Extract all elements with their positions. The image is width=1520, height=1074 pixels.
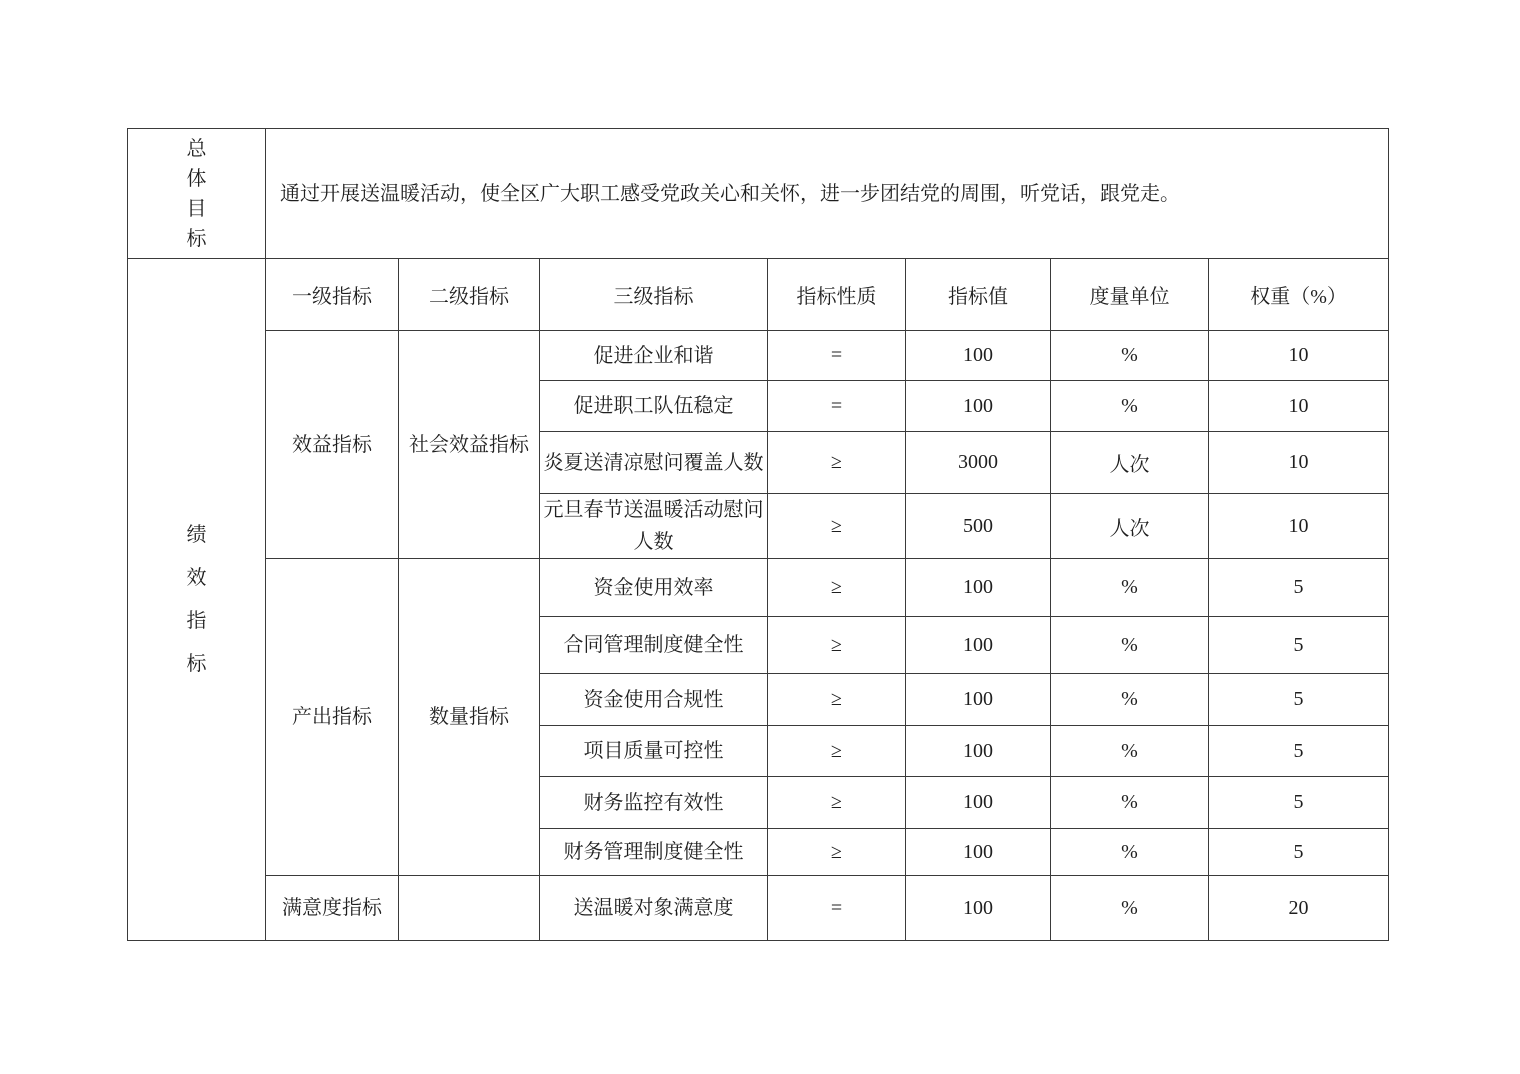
performance-label: 绩效指标 bbox=[186, 523, 207, 675]
weight-cell: 5 bbox=[1209, 674, 1389, 726]
value-cell: 100 bbox=[906, 829, 1051, 876]
weight-cell: 10 bbox=[1209, 494, 1389, 559]
weight-cell: 10 bbox=[1209, 331, 1389, 381]
nature-cell: ≥ bbox=[768, 829, 906, 876]
nature-cell: ≥ bbox=[768, 617, 906, 674]
nature-cell: ≥ bbox=[768, 726, 906, 777]
overall-goal-label-cell bbox=[128, 129, 266, 259]
level2-indicator-cell: 数量指标 bbox=[399, 559, 540, 876]
unit-cell: 人次 bbox=[1051, 432, 1209, 494]
weight-cell: 5 bbox=[1209, 829, 1389, 876]
level1-indicator-cell: 产出指标 bbox=[266, 559, 399, 876]
level3-indicator-cell: 元旦春节送温暖活动慰问人数 bbox=[540, 494, 768, 559]
value-cell: 100 bbox=[906, 381, 1051, 432]
value-cell: 100 bbox=[906, 331, 1051, 381]
level3-indicator-cell: 促进职工队伍稳定 bbox=[540, 381, 768, 432]
value-cell: 100 bbox=[906, 777, 1051, 829]
nature-cell: ≥ bbox=[768, 674, 906, 726]
unit-cell: 人次 bbox=[1051, 494, 1209, 559]
level3-indicator-cell: 资金使用合规性 bbox=[540, 674, 768, 726]
value-cell: 500 bbox=[906, 494, 1051, 559]
unit-cell: % bbox=[1051, 381, 1209, 432]
performance-indicator-table bbox=[127, 128, 1389, 941]
overall-goal-row bbox=[128, 129, 1389, 259]
nature-cell: = bbox=[768, 381, 906, 432]
overall-goal-label: 总体目标 bbox=[186, 137, 207, 250]
header-weight: 权重（%） bbox=[1209, 259, 1389, 331]
unit-cell: % bbox=[1051, 726, 1209, 777]
indicator-row bbox=[128, 559, 1389, 617]
unit-cell: % bbox=[1051, 617, 1209, 674]
unit-cell: % bbox=[1051, 559, 1209, 617]
indicator-row bbox=[128, 331, 1389, 381]
weight-cell: 20 bbox=[1209, 876, 1389, 941]
header-unit: 度量单位 bbox=[1051, 259, 1209, 331]
level3-indicator-cell: 促进企业和谐 bbox=[540, 331, 768, 381]
unit-cell: % bbox=[1051, 331, 1209, 381]
header-value: 指标值 bbox=[906, 259, 1051, 331]
weight-cell: 5 bbox=[1209, 617, 1389, 674]
unit-cell: % bbox=[1051, 674, 1209, 726]
unit-cell: % bbox=[1051, 829, 1209, 876]
nature-cell: ≥ bbox=[768, 777, 906, 829]
level3-indicator-cell: 炎夏送清凉慰问覆盖人数 bbox=[540, 432, 768, 494]
unit-cell: % bbox=[1051, 777, 1209, 829]
level3-indicator-cell: 送温暖对象满意度 bbox=[540, 876, 768, 941]
level3-indicator-cell: 财务监控有效性 bbox=[540, 777, 768, 829]
level1-indicator-cell: 效益指标 bbox=[266, 331, 399, 559]
level1-indicator-cell: 满意度指标 bbox=[266, 876, 399, 941]
level3-indicator-cell: 财务管理制度健全性 bbox=[540, 829, 768, 876]
header-level3: 三级指标 bbox=[540, 259, 768, 331]
value-cell: 100 bbox=[906, 674, 1051, 726]
indicator-header-row bbox=[128, 259, 1389, 331]
level2-indicator-cell bbox=[399, 876, 540, 941]
level2-indicator-cell: 社会效益指标 bbox=[399, 331, 540, 559]
value-cell: 100 bbox=[906, 617, 1051, 674]
performance-label-cell bbox=[128, 259, 266, 941]
nature-cell: ≥ bbox=[768, 432, 906, 494]
header-nature: 指标性质 bbox=[768, 259, 906, 331]
nature-cell: = bbox=[768, 876, 906, 941]
nature-cell: ≥ bbox=[768, 559, 906, 617]
unit-cell: % bbox=[1051, 876, 1209, 941]
level3-indicator-cell: 项目质量可控性 bbox=[540, 726, 768, 777]
nature-cell: ≥ bbox=[768, 494, 906, 559]
value-cell: 100 bbox=[906, 559, 1051, 617]
level3-indicator-cell: 资金使用效率 bbox=[540, 559, 768, 617]
value-cell: 100 bbox=[906, 876, 1051, 941]
header-level1: 一级指标 bbox=[266, 259, 399, 331]
weight-cell: 5 bbox=[1209, 726, 1389, 777]
weight-cell: 10 bbox=[1209, 432, 1389, 494]
indicator-row bbox=[128, 876, 1389, 941]
weight-cell: 10 bbox=[1209, 381, 1389, 432]
overall-goal-text: 通过开展送温暖活动，使全区广大职工感受党政关心和关怀，进一步团结党的周围，听党话，跟党走。 bbox=[266, 129, 1389, 259]
weight-cell: 5 bbox=[1209, 777, 1389, 829]
nature-cell: = bbox=[768, 331, 906, 381]
value-cell: 3000 bbox=[906, 432, 1051, 494]
value-cell: 100 bbox=[906, 726, 1051, 777]
level3-indicator-cell: 合同管理制度健全性 bbox=[540, 617, 768, 674]
weight-cell: 5 bbox=[1209, 559, 1389, 617]
header-level2: 二级指标 bbox=[399, 259, 540, 331]
